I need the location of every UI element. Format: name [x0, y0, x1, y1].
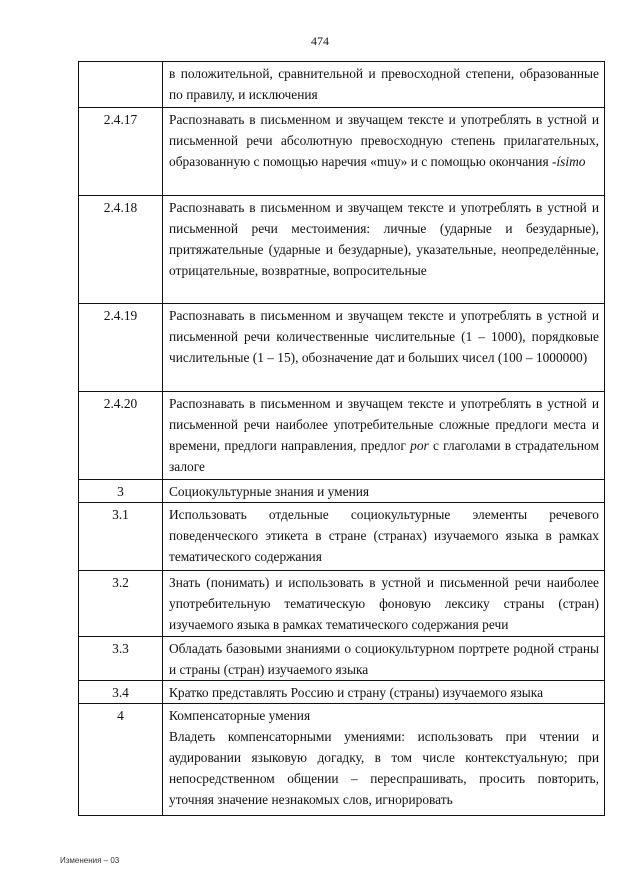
row-number: 3.2 — [79, 571, 163, 637]
row-number: 3.3 — [79, 637, 163, 681]
row-text-main: Распознавать в письменном и звучащем тексте и употреблять в устной и письменной речи количественные числительные (1 – 1000), порядковые числительные (1 – 15), обозначение дат и больших чисел (100 – 1000000) — [169, 308, 599, 365]
table-row — [79, 480, 605, 503]
row-text-main: Обладать базовыми знаниями о социокультурном портрете родной страны и страны (стран) изучаемого языка — [169, 641, 599, 677]
table-row — [79, 108, 605, 196]
table-row — [79, 503, 605, 571]
row-text — [163, 196, 605, 304]
row-text-main: Социокультурные знания и умения — [169, 484, 370, 499]
row-number: 2.4.19 — [79, 304, 163, 392]
row-text-main: в положительной, сравнительной и превосходной степени, образованные по правилу, и исключения — [169, 66, 599, 102]
row-text-after: с глаголами в страдательном залоге — [169, 438, 599, 474]
row-number: 2.4.20 — [79, 392, 163, 480]
row-text-main: Распознавать в письменном и звучащем тексте и употреблять в устной и письменной речи местоимения: личные (ударные и безударные), притяжательные (ударные и безударные), указательные, неопределённые, отрицательные, возвратные, вопросительные — [169, 200, 599, 278]
row-number: 2.4.17 — [79, 108, 163, 196]
row-text-main: Компенсаторные умения — [169, 708, 311, 723]
row-number: 3.4 — [79, 681, 163, 704]
row-text — [163, 62, 605, 108]
row-text — [163, 637, 605, 681]
row-number: 3.1 — [79, 503, 163, 571]
table-row — [79, 62, 605, 108]
footer-revision: Изменения – 03 — [60, 856, 120, 865]
table-row — [79, 304, 605, 392]
row-text — [163, 503, 605, 571]
row-text-main: Кратко представлять Россию и страну (страны) изучаемого языка — [169, 685, 544, 700]
row-text-italic: -ísimo — [551, 154, 586, 169]
row-number: 2.4.18 — [79, 196, 163, 304]
row-text — [163, 304, 605, 392]
requirements-table — [78, 61, 605, 816]
page-number: 474 — [311, 34, 329, 48]
row-text — [163, 571, 605, 637]
row-text — [163, 681, 605, 704]
row-text-main: Знать (понимать) и использовать в устной и письменной речи наиболее употребительную тематическую фоновую лексику страны (стран) изучаемого языка в рамках тематического содержания речи — [169, 575, 599, 632]
row-text-main: Распознавать в письменном и звучащем тексте и употреблять в устной и письменной речи абсолютную превосходную степень прилагательных, образованную с помощью наречия «muy» и с помощью окончания — [169, 112, 599, 169]
table-row — [79, 196, 605, 304]
row-text-paragraph: Владеть компенсаторными умениями: использовать при чтении и аудировании языковую догадку, в том числе контекстуальную; при непосредственном общении – переспрашивать, просить повторить, уточняя значение незнакомых слов, игнорировать — [169, 729, 599, 807]
row-text-italic: por — [410, 438, 429, 453]
row-text — [163, 108, 605, 196]
table-row — [79, 704, 605, 816]
row-text — [163, 704, 605, 816]
row-number: 3 — [79, 480, 163, 503]
table-row — [79, 571, 605, 637]
row-text — [163, 392, 605, 480]
table-row — [79, 392, 605, 480]
table-row — [79, 681, 605, 704]
row-number: 4 — [79, 704, 163, 816]
row-text-main: Распознавать в письменном и звучащем тексте и употреблять в устной и письменной речи наиболее употребительные сложные предлоги места и времени, предлоги направления, предлог — [169, 396, 599, 453]
row-text — [163, 480, 605, 503]
row-text-main: Использовать отдельные социокультурные элементы речевого поведенческого этикета в стране (странах) изучаемого языка в рамках тематического содержания — [169, 507, 599, 564]
table-row — [79, 637, 605, 681]
row-number — [79, 62, 163, 108]
